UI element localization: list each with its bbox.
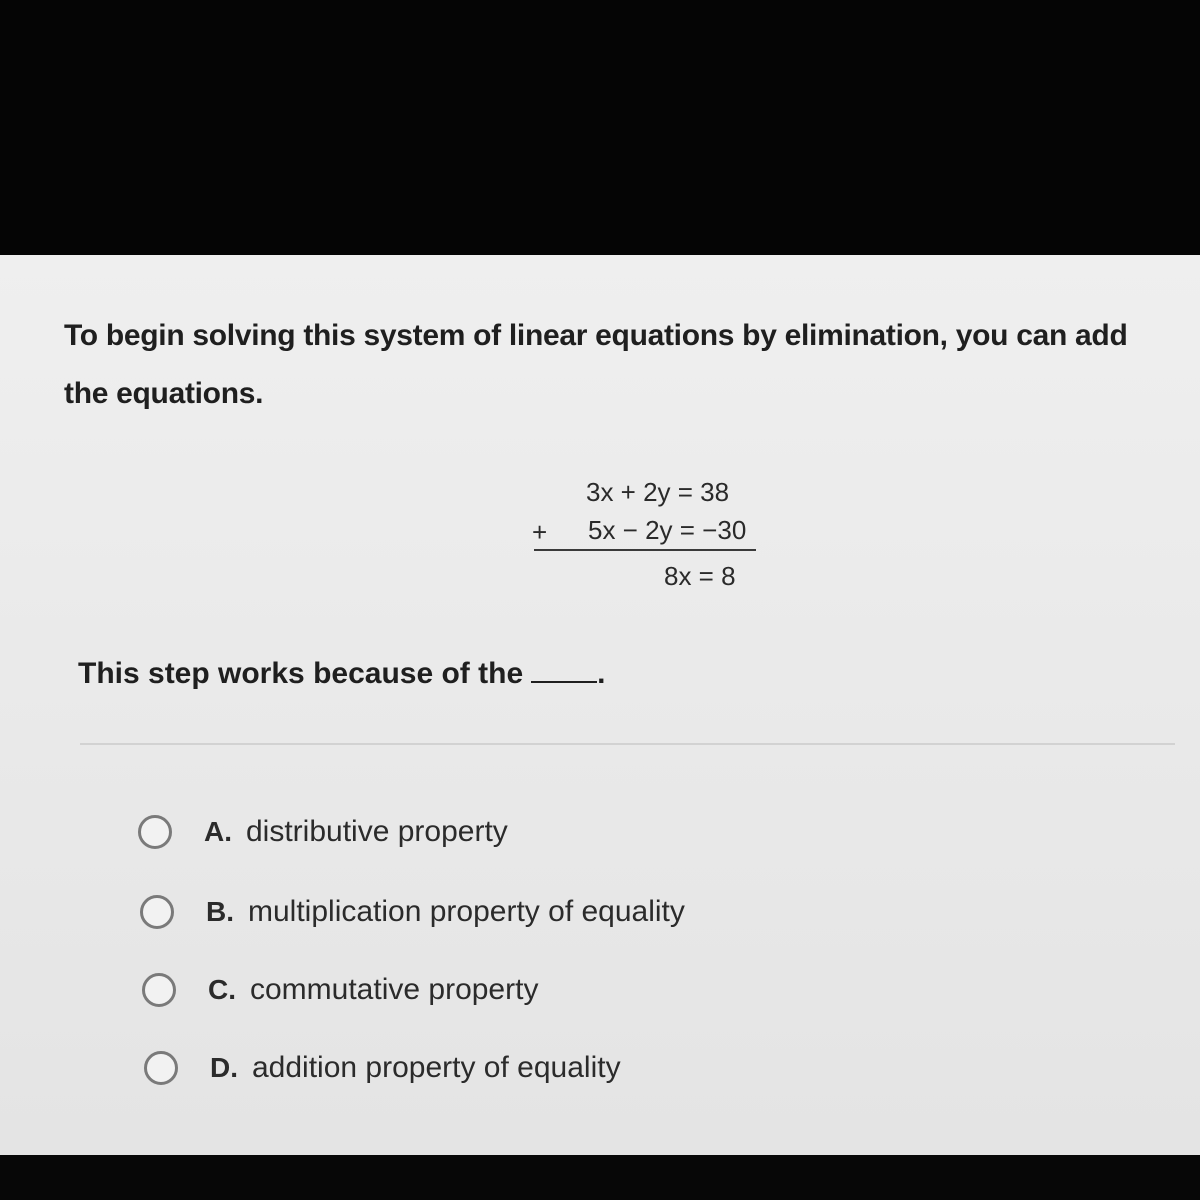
choice-a-letter: A. — [204, 816, 232, 847]
choice-b-label: multiplication property of equality — [248, 895, 685, 928]
choice-d[interactable] — [144, 1051, 621, 1085]
radio-button-a[interactable] — [138, 815, 172, 849]
choice-a-label: distributive property — [246, 815, 508, 848]
step-question-period: . — [597, 657, 606, 690]
answer-choices — [0, 255, 1200, 1155]
choice-c[interactable] — [142, 973, 538, 1007]
radio-button-b[interactable] — [140, 895, 174, 929]
question-panel — [0, 255, 1200, 1155]
step-question-text: This step works because of the — [78, 657, 524, 690]
choice-d-label: addition property of equality — [252, 1051, 621, 1084]
radio-button-c[interactable] — [142, 973, 176, 1007]
plus-operator: + — [532, 517, 548, 547]
choice-c-letter: C. — [208, 974, 236, 1005]
choice-b-letter: B. — [206, 896, 234, 927]
question-prompt: To begin solving this system of linear equations by elimination, you can add the equations. — [64, 319, 1128, 410]
equation-line-1: 3x + 2y = 38 — [586, 477, 730, 507]
choice-b[interactable] — [140, 895, 685, 929]
monitor-top-bezel — [0, 0, 1200, 255]
choice-c-label: commutative property — [250, 973, 539, 1006]
radio-button-d[interactable] — [144, 1051, 178, 1085]
monitor-bottom-bezel — [0, 1155, 1200, 1200]
choice-d-letter: D. — [210, 1052, 238, 1083]
equation-line-2: 5x − 2y = −30 — [588, 515, 747, 545]
choice-a[interactable] — [138, 815, 508, 849]
equation-result: 8x = 8 — [664, 561, 736, 591]
